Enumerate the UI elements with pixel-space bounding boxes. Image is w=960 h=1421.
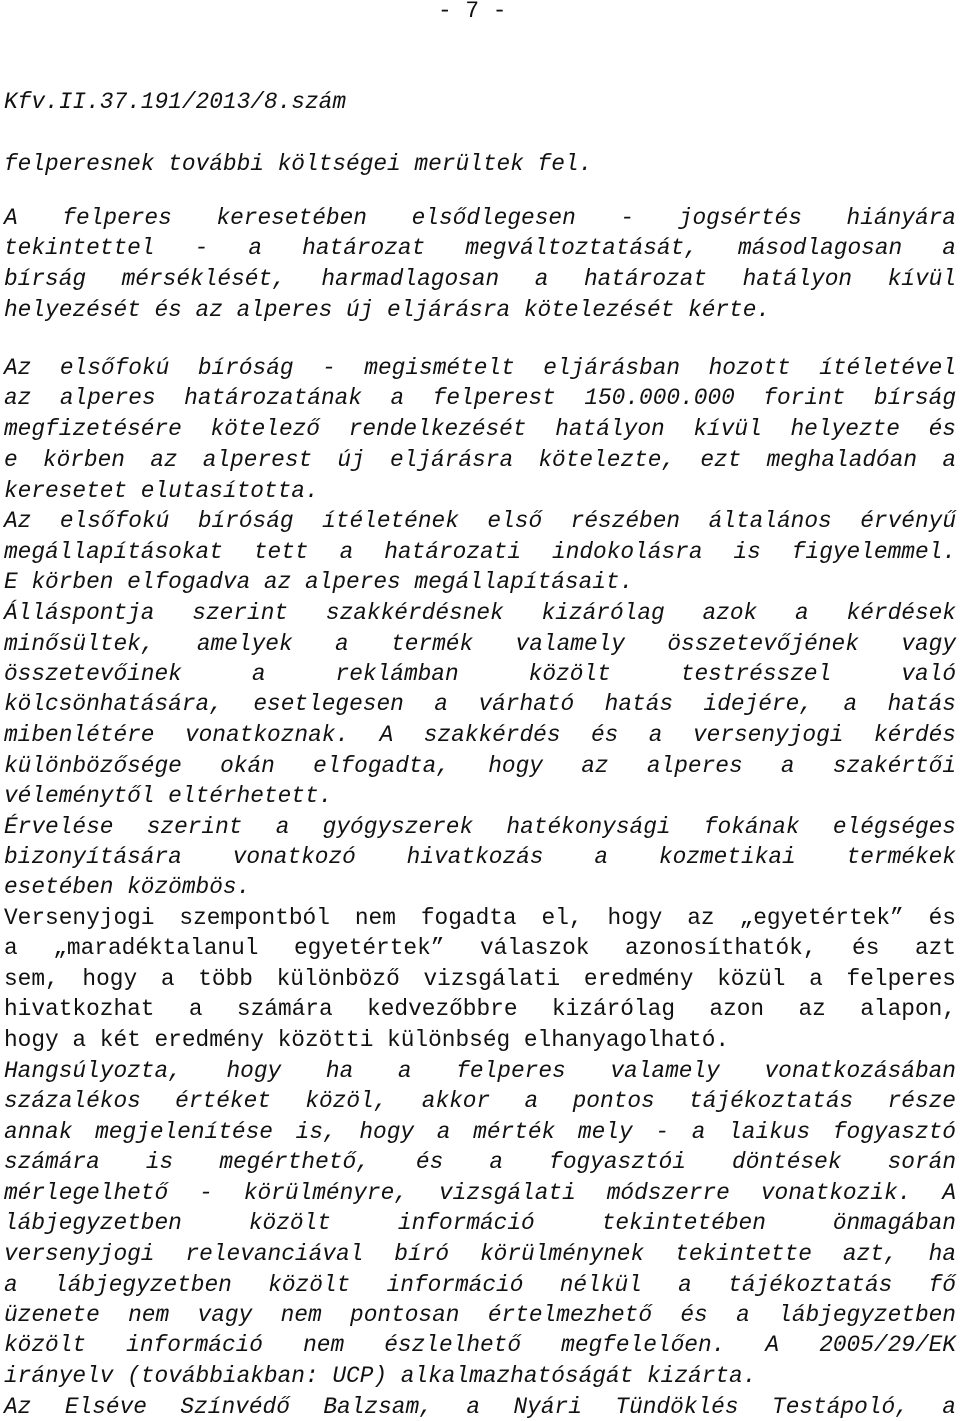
text-line: bizonyítására vonatkozó hivatkozás a kozmetikai termékek (4, 844, 956, 870)
text-line: Versenyjogi szempontból nem fogadta el, hogy az „egyetértek” és (4, 905, 956, 931)
text-line: összetevőinek a reklámban közölt testrésszel való (4, 661, 956, 687)
text-line: minősültek, amelyek a termék valamely összetevőjének vagy (4, 631, 956, 657)
text-line: a lábjegyzetben közölt információ nélkül a tájékoztatás fő (4, 1272, 956, 1298)
text-line: felperesnek további költségei merültek fel. (4, 151, 593, 177)
text-line: irányelv (továbbiakban: UCP) alkalmazhatóságát kizárta. (4, 1363, 757, 1389)
text-line: sem, hogy a több különböző vizsgálati eredmény közül a felperes (4, 966, 956, 992)
text-line: hivatkozhat a számára kedvezőbbre kizárólag azon az alapon, (4, 996, 956, 1022)
text-line: Az elsőfokú bíróság - megismételt eljárásban hozott ítéletével (4, 355, 956, 381)
text-line: számára is megérthető, és a fogyasztói döntések során (4, 1149, 956, 1175)
text-line: véleménytől eltérhetett. (4, 783, 333, 809)
text-line: százalékos értéket közöl, akkor a pontos tájékoztatás része (4, 1088, 956, 1114)
text-line: keresetet elutasította. (4, 478, 319, 504)
text-line: Érvelése szerint a gyógyszerek hatékonysági fokának elégséges (4, 814, 956, 840)
text-line: versenyjogi relevanciával bíró körülménynek tekintette azt, ha (4, 1241, 956, 1267)
text-line: annak megjelenítése is, hogy a mérték mely - a laikus fogyasztó (4, 1119, 956, 1145)
text-line: kölcsönhatására, esetlegesen a várható hatás idejére, a hatás (4, 691, 956, 717)
text-line: helyezését és az alperes új eljárásra kötelezését kérte. (4, 297, 771, 323)
text-line: Hangsúlyozta, hogy ha a felperes valamely vonatkozásában (4, 1058, 956, 1084)
text-line: A felperes keresetében elsődlegesen - jogsértés hiányára (4, 205, 956, 231)
text-line: esetében közömbös. (4, 874, 251, 900)
text-line: különbözősége okán elfogadta, hogy az alperes a szakértői (4, 753, 956, 779)
text-line: üzenete nem vagy nem pontosan értelmezhető és a lábjegyzetben (4, 1302, 956, 1328)
page-number: - 7 - (438, 0, 507, 24)
text-line: megfizetésére kötelező rendelkezését hatályon kívül helyezte és (4, 416, 956, 442)
text-line: Az Elséve Színvédő Balzsam, a Nyári Tündöklés Testápoló, a (4, 1394, 956, 1420)
text-line: mibenlétére vonatkoznak. A szakkérdés és a versenyjogi kérdés (4, 722, 956, 748)
text-line: közölt információ nem észlelhető megfelelően. A 2005/29/EK (4, 1332, 956, 1358)
text-line: bírság mérséklését, harmadlagosan a határozat hatályon kívül (4, 266, 956, 292)
text-line: mérlegelhető - körülményre, vizsgálati módszerre vonatkozik. A (4, 1180, 956, 1206)
text-line: hogy a két eredmény közötti különbség elhanyagolható. (4, 1027, 730, 1053)
text-line: E körben elfogadva az alperes megállapításait. (4, 569, 634, 595)
text-line: az alperes határozatának a felperest 150.000.000 forint bírság (4, 385, 956, 411)
text-line: a „maradéktalanul egyetértek” válaszok azonosíthatók, és azt (4, 935, 956, 961)
text-line: Az elsőfokú bíróság ítéletének első részében általános érvényű (4, 508, 956, 534)
text-line: tekintettel - a határozat megváltoztatását, másodlagosan a (4, 235, 956, 261)
case-number: Kfv.II.37.191/2013/8.szám (4, 89, 347, 115)
text-line: e körben az alperest új eljárásra kötelezte, ezt meghaladóan a (4, 447, 956, 473)
text-line: Álláspontja szerint szakkérdésnek kizárólag azok a kérdések (4, 600, 956, 626)
text-line: megállapításokat tett a határozati indokolásra is figyelemmel. (4, 539, 956, 565)
text-line: lábjegyzetben közölt információ tekintetében önmagában (4, 1210, 956, 1236)
